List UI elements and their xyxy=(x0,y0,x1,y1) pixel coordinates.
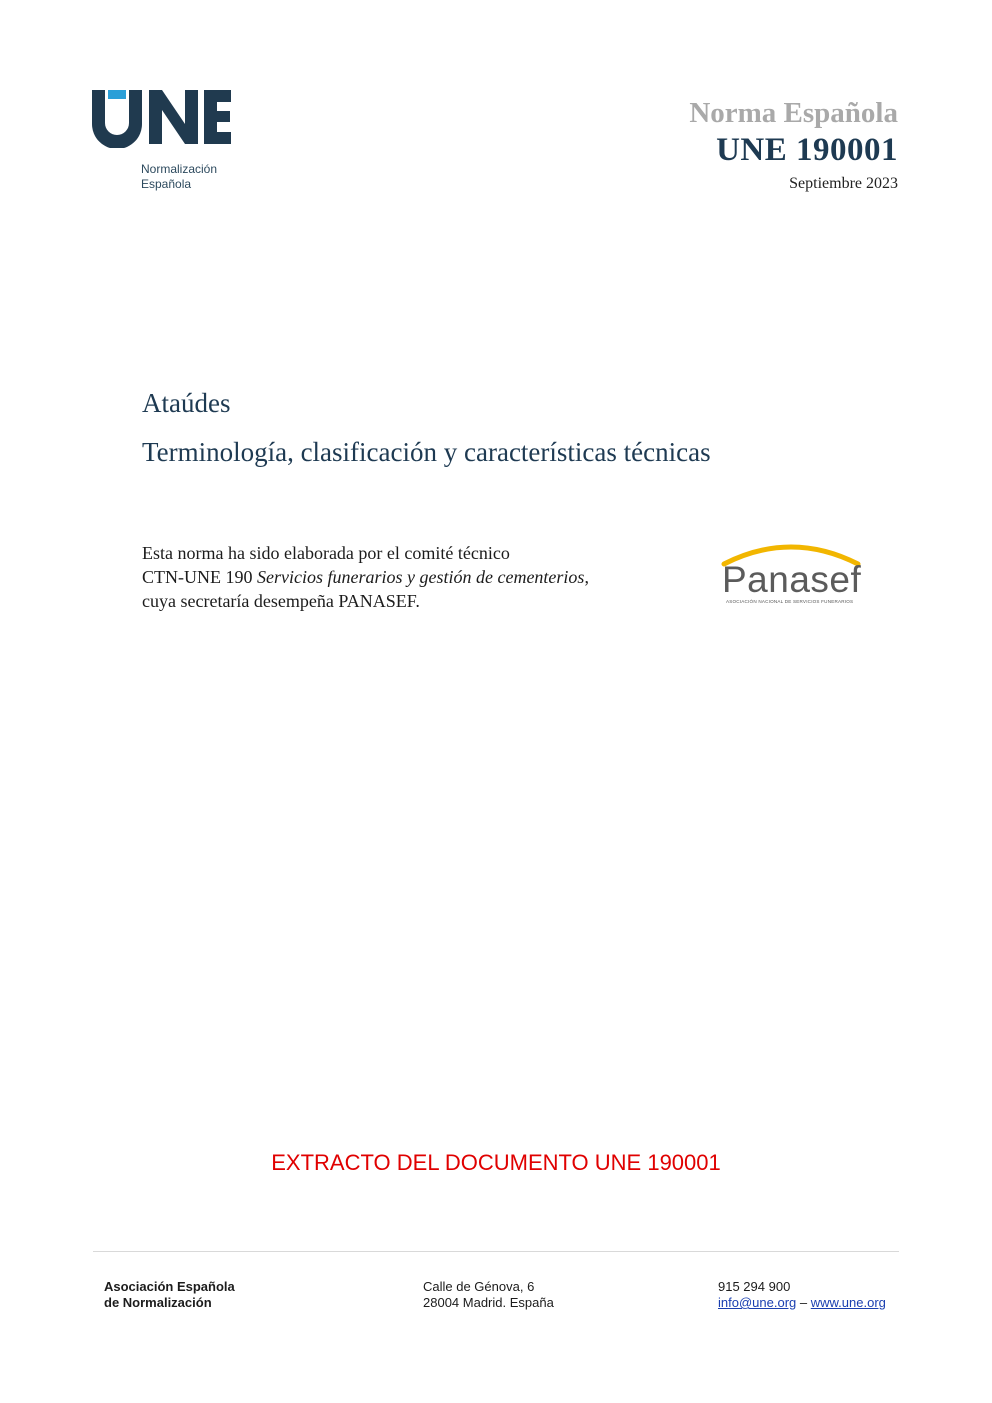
footer-divider xyxy=(93,1251,899,1252)
committee-line1: Esta norma ha sido elaborada por el comité técnico xyxy=(142,543,510,563)
footer-addr-line1: Calle de Génova, 6 xyxy=(423,1279,535,1294)
committee-comma: , xyxy=(584,567,589,587)
logo-subtitle-line1: Normalización xyxy=(141,162,218,176)
norma-label: Norma Española xyxy=(689,97,898,129)
committee-line3: cuya secretaría desempeña PANASEF. xyxy=(142,591,420,611)
email-link[interactable]: info@une.org xyxy=(718,1295,797,1310)
committee-statement xyxy=(142,541,589,613)
footer-phone: 915 294 900 xyxy=(718,1279,791,1294)
panasef-tagline: ASOCIACIÓN NACIONAL DE SERVICIOS FUNERARIOS xyxy=(726,599,854,604)
footer-address xyxy=(423,1279,554,1311)
publication-date: Septiembre 2023 xyxy=(789,175,898,192)
panasef-logo xyxy=(716,538,866,610)
document-title xyxy=(142,386,711,469)
logo-subtitle-line2: Española xyxy=(141,177,192,191)
committee-line2 xyxy=(142,565,589,589)
committee-code: CTN-UNE 190 xyxy=(142,567,257,587)
footer-contact xyxy=(718,1279,886,1311)
footer-organization xyxy=(104,1279,235,1311)
link-separator: – xyxy=(799,1295,808,1310)
committee-name: Servicios funerarios y gestión de cementerios xyxy=(257,567,585,587)
footer-links xyxy=(718,1295,886,1311)
panasef-wordmark: Panasef xyxy=(722,559,862,600)
standard-header xyxy=(689,96,898,194)
norma-code: UNE 190001 xyxy=(716,132,898,168)
une-logo-mark xyxy=(92,88,232,148)
website-link[interactable]: www.une.org xyxy=(810,1295,886,1310)
footer-addr-line2: 28004 Madrid. España xyxy=(423,1295,554,1310)
title-subtitle: Terminología, clasificación y características técnicas xyxy=(142,437,711,467)
footer-org-line2: de Normalización xyxy=(104,1295,212,1310)
une-logo-accent xyxy=(108,90,126,99)
title-main: Ataúdes xyxy=(142,388,231,418)
footer-org-line1: Asociación Española xyxy=(104,1279,235,1294)
extract-notice: EXTRACTO DEL DOCUMENTO UNE 190001 xyxy=(271,1150,721,1175)
une-logo-subtitle xyxy=(141,162,217,192)
